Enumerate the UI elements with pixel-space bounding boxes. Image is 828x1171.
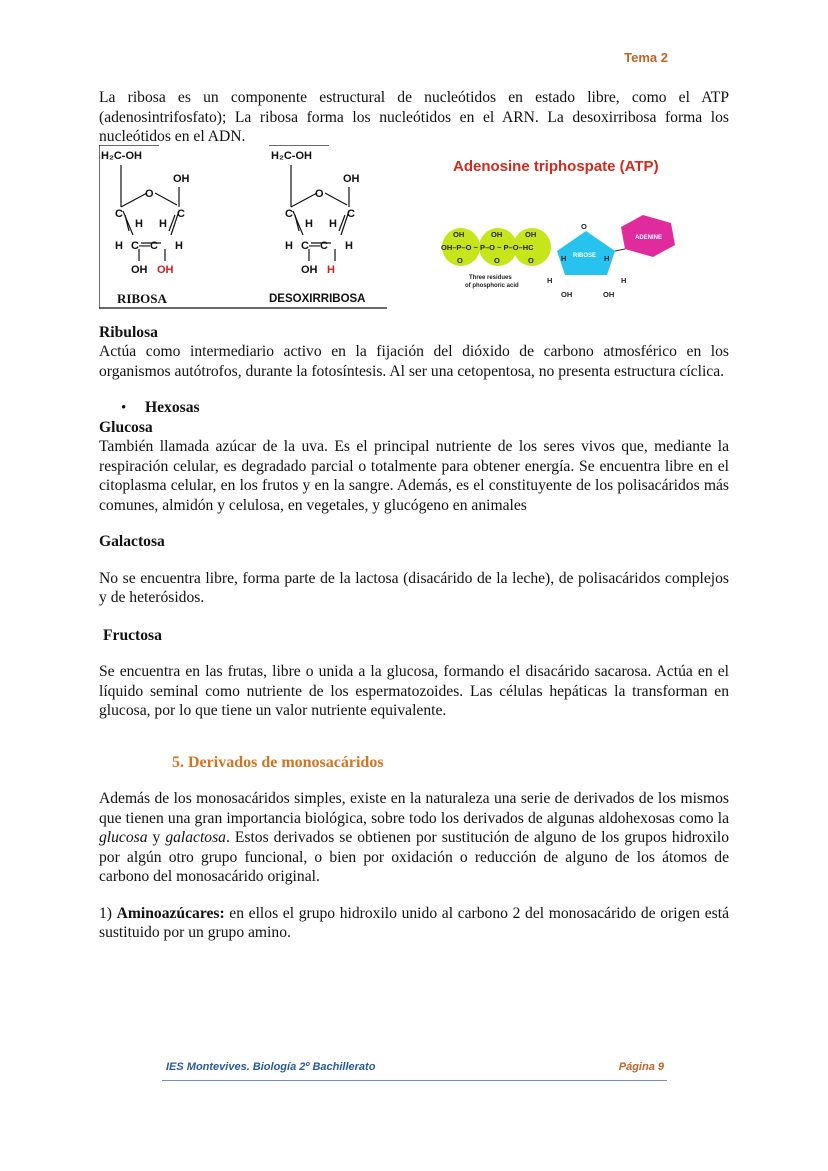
- atp-o-2: O: [494, 255, 500, 265]
- deoxyribose-cc-bond: C—C: [301, 239, 328, 252]
- deoxyribose-oh-top: OH: [343, 172, 360, 185]
- ribose-h-1: H: [135, 217, 143, 230]
- ribose-oh-top: OH: [173, 172, 190, 185]
- ribose-cc-bond: C—C: [131, 239, 158, 252]
- atp-o-3: O: [528, 255, 534, 265]
- aminoazucares-paragraph: 1) Aminoazúcares: en ellos el grupo hidroxilo unido al carbono 2 del monosacárido de origen está sustituido por un grupo amino.: [99, 904, 730, 941]
- intro-paragraph: La ribosa es un componente estructural de nucleótidos en estado libre, como el ATP (adenosintrifosfato); La ribosa forma los nucleótidos en el ARN. La desoxirribosa forma los nucleótidos en el ADN.: [99, 89, 729, 145]
- deoxyribose-top-group: H₂C-OH: [271, 149, 312, 162]
- deoxyribose-h-2: H: [329, 217, 337, 230]
- ribose-c4: C: [177, 207, 185, 220]
- galactosa-italic: galactosa: [165, 829, 226, 846]
- ribose-label: RIBOSE: [573, 252, 597, 259]
- bullet-icon: •: [121, 400, 127, 416]
- deoxyribose-h-1: H: [305, 217, 313, 230]
- deoxyribose-label: DESOXIRRIBOSA: [269, 292, 366, 305]
- glucosa-text: También llamada azúcar de la uva. Es el principal nutriente de los seres vivos que, mediante la respiración celular, es degradado parcial o totalmente para obtener energía. Se encuentra libre en el citoplasma celular, en los frutos y en la sangre. Además, es el constituyente de los polisacáridos más comunes, almidón y celulosa, en vegetales, y glucógeno en animales: [99, 438, 729, 514]
- adenine-label: ADENINE: [635, 234, 663, 241]
- footer-page-number: Página 9: [618, 1061, 664, 1073]
- ribulosa-heading: Ribulosa: [99, 323, 158, 341]
- atp-ribose-h-2: H: [604, 253, 610, 263]
- atp-ribose-h-3: H: [547, 275, 553, 285]
- ribose-c1: C: [115, 207, 123, 220]
- fructosa-heading: Fructosa: [103, 626, 162, 644]
- ribose-h-2: H: [159, 217, 167, 230]
- ribose-top-group: H₂C-OH: [101, 149, 142, 162]
- section-5-title-text: Derivados de monosacáridos: [188, 753, 384, 771]
- ribulosa-text: Actúa como intermediario activo en la fijación del dióxido de carbono atmosférico en los organismos autótrofos, durante la fotosíntesis. Al ser una cetopentosa, no presenta estructura cíclica.: [99, 343, 729, 380]
- galactosa-heading: Galactosa: [99, 533, 165, 550]
- section-5-number: 5.: [172, 753, 184, 771]
- ribose-label: RIBOSA: [117, 290, 167, 306]
- ribose-h-3: H: [115, 239, 123, 252]
- deoxyribose-h-3: H: [285, 239, 293, 252]
- deoxyribose-c4: C: [347, 207, 355, 220]
- hexosas-bullet-item: [121, 398, 729, 418]
- ribose-oh-highlight: OH: [157, 263, 174, 276]
- atp-oh-3: OH: [525, 229, 537, 239]
- hexosas-label: Hexosas: [145, 399, 200, 416]
- ribose-ring-oxygen: O: [145, 187, 154, 200]
- atp-caption-1: Three residues: [469, 274, 512, 281]
- glucosa-italic: glucosa: [99, 829, 148, 846]
- deoxyribose-h-4: H: [345, 239, 353, 252]
- ribose-deoxyribose-figure: [99, 145, 387, 309]
- deoxyribose-ring-oxygen: O: [315, 187, 324, 200]
- page-topic: Tema 2: [624, 50, 668, 65]
- footer-divider: [162, 1080, 667, 1081]
- aminoazucares-label: Aminoazúcares:: [116, 904, 225, 922]
- fructosa-text: Se encuentra en las frutas, libre o unida a la glucosa, formando el disacárido sacarosa. Actúa en el líquido seminal como nutriente de los espermatozoides. Las células hepáticas la transforman en glucosa, por lo que tiene un valor nutriente equivalente.: [99, 663, 729, 719]
- section-5-title: [172, 753, 729, 773]
- atp-o-1: O: [457, 255, 463, 265]
- ribose-oh-bottom: OH: [131, 263, 148, 276]
- footer-school: IES Montevives. Biología 2º Bachillerato: [166, 1061, 376, 1073]
- atp-ribose-h-1: H: [561, 253, 567, 263]
- atp-title: Adenosine triphospate (ATP): [453, 157, 659, 175]
- atp-figure: [439, 149, 699, 309]
- figures-row: [99, 71, 729, 311]
- atp-oh-1: OH: [453, 229, 465, 239]
- atp-ribose-oh-1: OH: [561, 289, 573, 299]
- atp-ribose-oh-2: OH: [603, 289, 615, 299]
- page-content: [99, 88, 729, 943]
- atp-caption-2: of phosphoric acid: [465, 282, 519, 289]
- glucosa-heading: Glucosa: [99, 418, 153, 436]
- atp-ribose-o: O: [581, 221, 587, 231]
- deoxyribose-oh-bottom: OH: [301, 263, 318, 276]
- galactosa-text: No se encuentra libre, forma parte de la lactosa (disacárido de la leche), de polisacáridos complejos y de heterósidos.: [99, 569, 729, 606]
- section-5-paragraph: Además de los monosacáridos simples, existe en la naturaleza una serie de derivados de los mismos que tienen una gran importancia biológica, sobre todo los derivados de algunas aldohexosas como la glucosa y galactosa. Estos derivados se obtienen por sustitución de alguno de los grupos hidroxilo por algún otro grupo funcional, o bien por oxidación o reducción de alguno de los átomos de carbono del monosacárido original.: [99, 790, 729, 885]
- ribose-h-4: H: [175, 239, 183, 252]
- atp-oh-2: OH: [491, 229, 503, 239]
- atp-phosphate-chain: OH–P–O ~ P–O ~ P–O–HC: [441, 242, 534, 252]
- atp-ribose-h-4: H: [621, 275, 627, 285]
- deoxyribose-h-highlight: H: [327, 263, 335, 276]
- deoxyribose-c1: C: [285, 207, 293, 220]
